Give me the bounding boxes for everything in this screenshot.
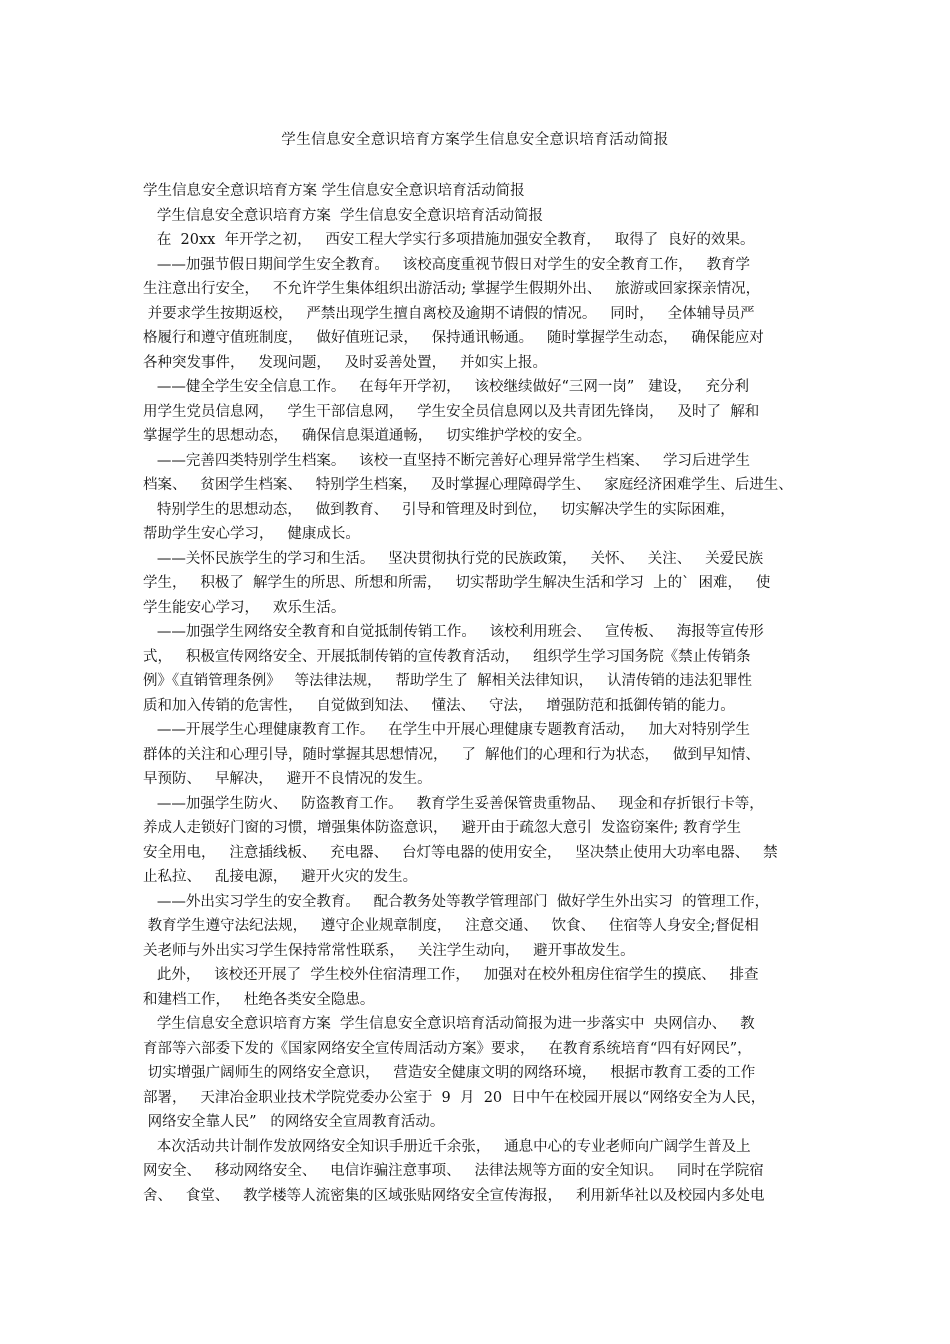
- text-line: 关老师与外出实习学生保持常常性联系， 关注学生动向， 避开事故发生。: [143, 942, 635, 959]
- text-line: ——开展学生心理健康教育工作。 在学生中开展心理健康专题教育活动， 加大对特别学生: [143, 722, 750, 738]
- text-line: 例》《直销管理条例》 等法律法规， 帮助学生了 解相关法律知识， 认清传销的违法犯罪性: [143, 673, 752, 689]
- text-line: 学生信息安全意识培育方案 学生信息安全意识培育活动简报: [143, 207, 544, 224]
- text-line: 在 20xx 年开学之初， 西安工程大学实行多项措施加强安全教育， 取得了 良好的效果。: [143, 232, 755, 248]
- text-line: 掌握学生的思想动态， 确保信息渠道通畅， 切实维护学校的安全。: [143, 428, 592, 444]
- text-line: 特别学生的思想动态， 做到教育、 引导和管理及时到位， 切实解决学生的实际困难，: [143, 501, 735, 518]
- text-line: 育部等六部委下发的《国家网络安全宣传周活动方案》要求， 在教育系统培育“四有好网民”，: [143, 1040, 752, 1057]
- text-line: 本次活动共计制作发放网络安全知识手册近千余张， 通息中心的专业老师向广阔学生普及上: [143, 1138, 751, 1155]
- text-line: 和建档工作， 杜绝各类安全隐患。: [143, 991, 375, 1008]
- document-body: [143, 179, 815, 1208]
- text-line: 学生信息安全意识培育方案 学生信息安全意识培育活动简报为进一步落实中 央网信办、 教: [143, 1016, 755, 1032]
- text-line: 舍、 食堂、 教学楼等人流密集的区域张贴网络安全宣传海报， 利用新华社以及校园内多处电: [143, 1187, 765, 1204]
- text-line: 切实增强广阔师生的网络安全意识， 营造安全健康文明的网络环境， 根据市教育工委的工作: [143, 1065, 756, 1081]
- text-line: 质和加入传销的危害性， 自觉做到知法、 懂法、 守法， 增强防范和抵御传销的能力。: [143, 697, 735, 714]
- text-line: 式， 积极宣传网络安全、开展抵制传销的宣传教育活动， 组织学生学习国务院《禁止传销条: [143, 648, 751, 665]
- text-line: 学生信息安全意识培育方案 学生信息安全意识培育活动简报: [143, 183, 525, 199]
- text-line: 帮助学生安心学习， 健康成长。: [143, 526, 360, 542]
- text-line: 教育学生遵守法纪法规， 遵守企业规章制度， 注意交通、 饮食、 住宿等人身安全;督促相: [143, 918, 759, 934]
- text-line: ——外出实习学生的安全教育。 配合教务处等教学管理部门 做好学生外出实习 的管理工作，: [143, 893, 770, 910]
- text-line: 网安全、 移动网络安全、 电信诈骗注意事项、 法律法规等方面的安全知识。 同时在学院宿: [143, 1163, 764, 1179]
- text-line: 学生能安心学习， 欢乐生活。: [143, 599, 346, 616]
- text-line: 格履行和遵守值班制度， 做好值班记录， 保持通讯畅通。 随时掌握学生动态， 确保能应对: [143, 330, 764, 346]
- text-line: 各种突发事件， 发现问题， 及时妥善处置， 并如实上报。: [143, 354, 547, 371]
- text-line: 此外， 该校还开展了 学生校外住宿清理工作， 加强对在校外租房住宿学生的摸底、 排查: [143, 967, 759, 983]
- text-line: 并要求学生按期返校， 严禁出现学生擅自离校及逾期不请假的情况。 同时， 全体辅导员严: [143, 305, 755, 322]
- text-line: 档案、 贫困学生档案、 特别学生档案， 及时掌握心理障碍学生、 家庭经济困难学生、后进生、: [143, 477, 793, 493]
- text-line: 生注意出行安全， 不允许学生集体组织出游活动; 掌握学生假期外出、 旅游或回家探亲情况，: [143, 281, 761, 297]
- text-line: ——关怀民族学生的学习和生活。 坚决贯彻执行党的民族政策， 关怀、 关注、 关爱民族: [143, 550, 764, 567]
- text-line: ——加强学生网络安全教育和自觉抵制传销工作。 该校利用班会、 宣传板、 海报等宣传形: [143, 624, 764, 640]
- text-line: 学生， 积极了 解学生的所思、所想和所需， 切实帮助学生解决生活和学习 上的` 困难， 使: [143, 575, 771, 591]
- text-line: 止私拉、 乱接电源， 避开火灾的发生。: [143, 869, 418, 885]
- text-line: ——健全学生安全信息工作。 在每年开学初， 该校继续做好“三网一岗” 建设， 充分利: [143, 379, 749, 395]
- text-line: 部署， 天津冶金职业技术学院党委办公室于 9 月 20 日中午在校园开展以“网络安全为人民，: [143, 1089, 766, 1106]
- text-line: ——加强学生防火、 防盗教育工作。 教育学生妥善保管贵重物品、 现金和存折银行卡等，: [143, 795, 764, 812]
- document-title: 学生信息安全意识培育方案学生信息安全意识培育活动简报: [281, 132, 669, 148]
- text-line: ——加强节假日期间学生安全教育。 该校高度重视节假日对学生的安全教育工作， 教育学: [143, 256, 750, 273]
- text-line: 早预防、 早解决， 避开不良情况的发生。: [143, 771, 432, 787]
- text-line: 用学生党员信息网， 学生干部信息网， 学生安全员信息网以及共青团先锋岗， 及时了 解和: [143, 403, 760, 420]
- text-line: 安全用电， 注意插线板、 充电器、 台灯等电器的使用安全， 坚决禁止使用大功率电器、 禁: [143, 844, 778, 861]
- text-line: ——完善四类特别学生档案。 该校一直坚持不断完善好心理异常学生档案、 学习后进学生: [143, 452, 750, 469]
- text-line: 网络安全靠人民” 的网络安全宣周教育活动。: [143, 1114, 445, 1130]
- text-line: 群体的关注和心理引导，随时掌握其思想情况， 了 解他们的心理和行为状态， 做到早知情、: [143, 746, 760, 763]
- text-line: 养成人走锁好门窗的习惯，增强集体防盗意识， 避开由于疏忽大意引 发盗窃案件; 教育学生: [143, 820, 742, 836]
